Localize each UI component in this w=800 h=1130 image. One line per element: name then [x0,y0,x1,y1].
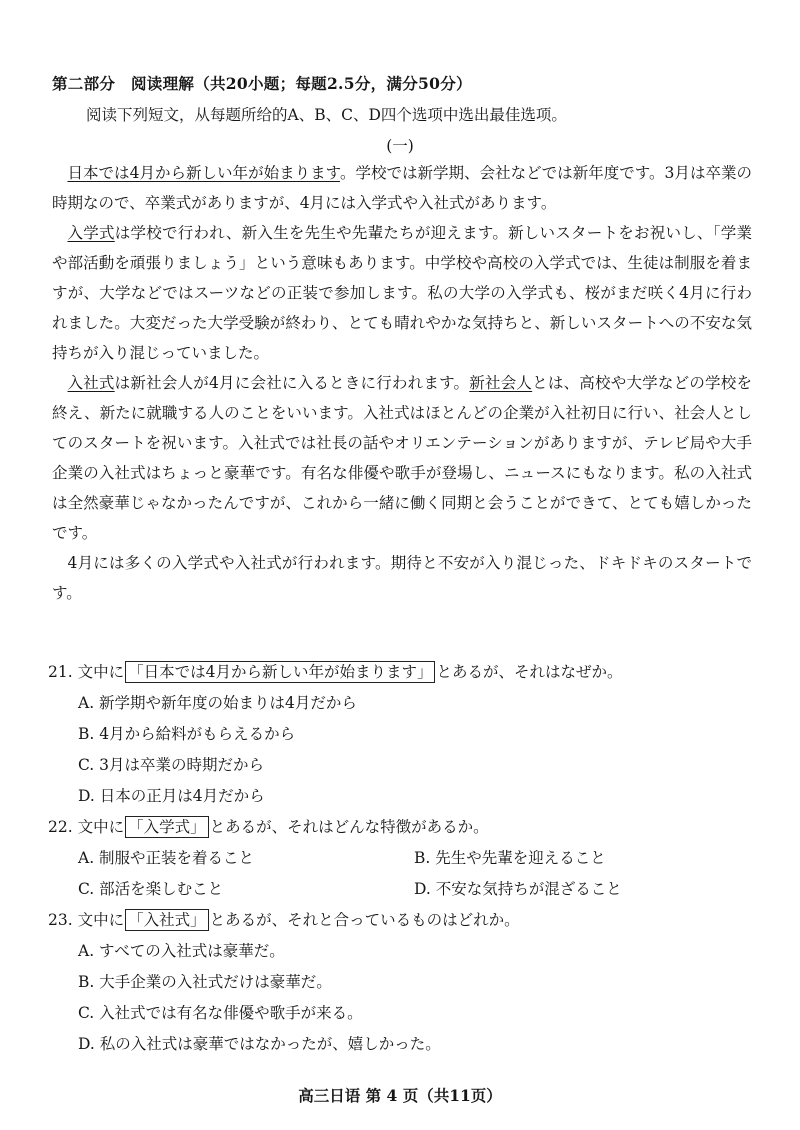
underlined-phrase: 入学式 [67,224,115,242]
passage-paragraph-2 [52,218,752,368]
option-22-b: B. 先生や先輩を迎えること [414,849,606,867]
paragraph-text: とは、高校や大学などの学校を終え、新たに就職する人のことをいいます。入社式はほとんどの企業が入社初日に行い、社会人としてのスタートを祝います。入社式では社長の話やオリエンテーションがありますが、テレビ局や大手企業の入社式はちょっと豪華です。有名な俳優や歌手が登場し、ニュースにもなります。私の入社式は全然豪華じゃなかったんですが、これから一緒に働く同期と会うことができて、とても嬉しかったです。 [52,374,752,542]
section-title: 第二部分 阅读理解（共20小题；每题2.5分，满分50分） [52,74,472,93]
reading-passage [52,158,752,608]
question-prefix: 23. 文中に [48,911,125,929]
paragraph-text: は新社会人が4月に会社に入るときに行われます。 [114,374,470,392]
question-prefix: 22. 文中に [48,818,125,836]
question-list [48,657,748,1060]
paragraph-text: は学校で行われ、新入生を先生や先輩たちが迎えます。新しいスタートをお祝いし、「学業や部活動を頑張りましょう」という意味もあります。中学校や高校の入学式では、生徒は制服を着ますが、大学などではスーツなどの正装で参加します。私の大学の入学式も、桜がまだ咲く4月に行われました。大変だった大学受験が終わり、とても晴れやかな気持ちと、新しいスタートへの不安な気持ちが入り混じっていました。 [52,224,752,362]
passage-paragraph-3 [52,368,752,548]
option-21-b: B. 4月から給料がもらえるから [78,725,296,743]
question-22 [48,812,748,843]
option-row-22-cd [48,874,748,905]
underlined-phrase-2: 新社会人 [469,374,533,392]
passage-paragraph-4 [52,548,752,608]
question-suffix: とあるが、それはなぜか。 [436,663,623,681]
option-23-b: B. 大手企業の入社式だけは豪華だ。 [78,973,332,991]
passage-number: (一) [386,137,414,155]
question-suffix: とあるが、それはどんな特徴があるか。 [209,818,489,836]
underlined-phrase: 日本では4月から新しい年が始まります [67,164,340,182]
option-23-d: D. 私の入社式は豪華ではなかったが、嬉しかった。 [78,1035,441,1053]
option-23-c: C. 入社式では有名な俳優や歌手が来る。 [78,1004,363,1022]
option-22-d: D. 不安な気持ちが混ざること [414,880,622,898]
question-suffix: とあるが、それと合っているものはどれか。 [209,911,520,929]
paragraph-text: 4月には多くの入学式や入社式が行われます。期待と不安が入り混じった、ドキドキのスタートです。 [52,554,752,602]
passage-paragraph-1 [52,158,752,218]
option-22-a: A. 制服や正装を着ること [78,849,255,867]
underlined-phrase: 入社式 [67,374,115,392]
option-21-a: A. 新学期や新年度の始まりは4月だから [78,694,357,712]
option-22-c: C. 部活を楽しむこと [78,880,224,898]
question-prefix: 21. 文中に [48,663,125,681]
quoted-box: 「入学式」 [125,816,209,838]
page-footer: 高三日语 第 4 页（共11页） [298,1086,502,1105]
quoted-box: 「入社式」 [125,909,209,931]
quoted-box: 「日本では4月から新しい年が始まります」 [125,661,435,683]
question-23 [48,905,748,936]
option-21-d: D. 日本の正月は4月だから [78,787,265,805]
instruction-text: 阅读下列短文，从每题所给的A、B、C、D四个选项中选出最佳选项。 [86,106,567,124]
option-21-c: C. 3月は卒業の時期だから [78,756,265,774]
option-23-a: A. すべての入社式は豪華だ。 [78,942,285,960]
paragraph-text: 。学校では新学期、会社などでは新年度です。3月は卒業の時期なので、卒業式がありますが、4月には入学式や入社式があります。 [52,164,753,212]
option-row-22-ab [48,843,748,874]
question-21 [48,657,748,688]
